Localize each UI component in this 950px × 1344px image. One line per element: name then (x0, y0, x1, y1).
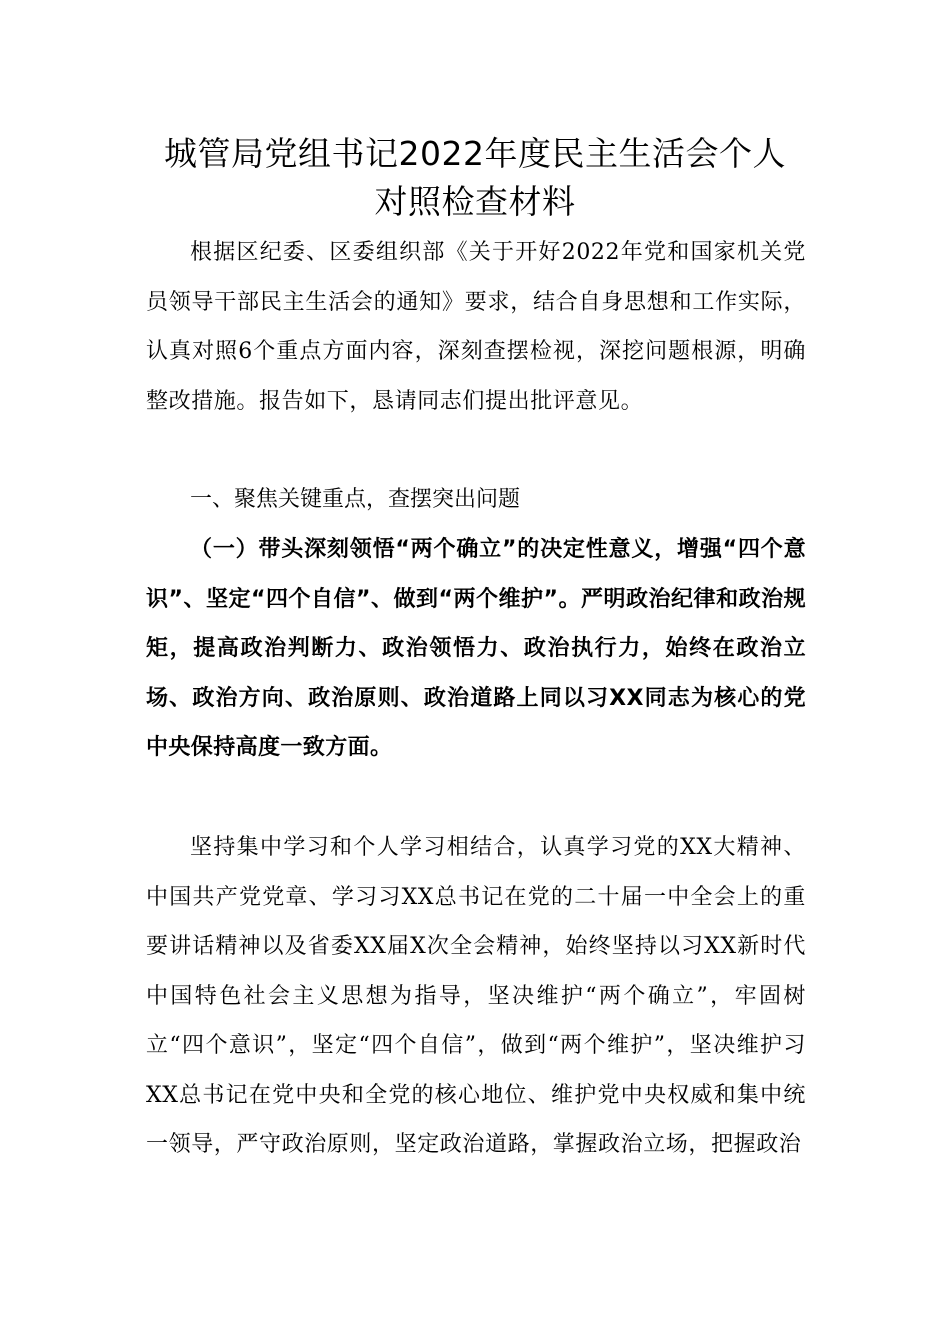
body-paragraph: 坚持集中学习和个人学习相结合，认真学习党的XX大精神、中国共产党党章、学习习XX总书记在党的二十届一中全会上的重要讲话精神以及省委XX届X次全会精神，始终坚持以习XX新时代中国特色社会主义思想为指导，坚决维护“两个确立”，牢固树立“四个意识”，坚定“四个自信”，做到“两个维护”，坚决维护习XX总书记在党中央和全党的核心地位、维护党中央权威和集中统一领导，严守政治原则，坚定政治道路，掌握政治立场，把握政治 (146, 835, 806, 1157)
subsection-heading-1: （一）带头深刻领悟“两个确立”的决定性意义，增强“四个意识”、坚定“四个自信”、做到“两个维护”。严明政治纪律和政治规矩，提高政治判断力、政治领悟力、政治执行力，始终在政治立场、政治方向、政治原则、政治道路上同以习XX同志为核心的党中央保持高度一致方面。 (146, 537, 806, 760)
document-title (100, 130, 850, 226)
intro-paragraph: 根据区纪委、区委组织部《关于开好2022年党和国家机关党员领导干部民主生活会的通知》要求，结合自身思想和工作实际，认真对照6个重点方面内容，深刻查摆检视，深挖问题根源，明确整改措施。报告如下，恳请同志们提出批评意见。 (146, 240, 806, 414)
title-line-1: 城管局党组书记2022年度民主生活会个人 (164, 134, 786, 173)
section-heading-1: 一、聚焦关键重点，查摆突出问题 (190, 487, 521, 512)
title-line-2: 对照检查材料 (374, 182, 576, 221)
